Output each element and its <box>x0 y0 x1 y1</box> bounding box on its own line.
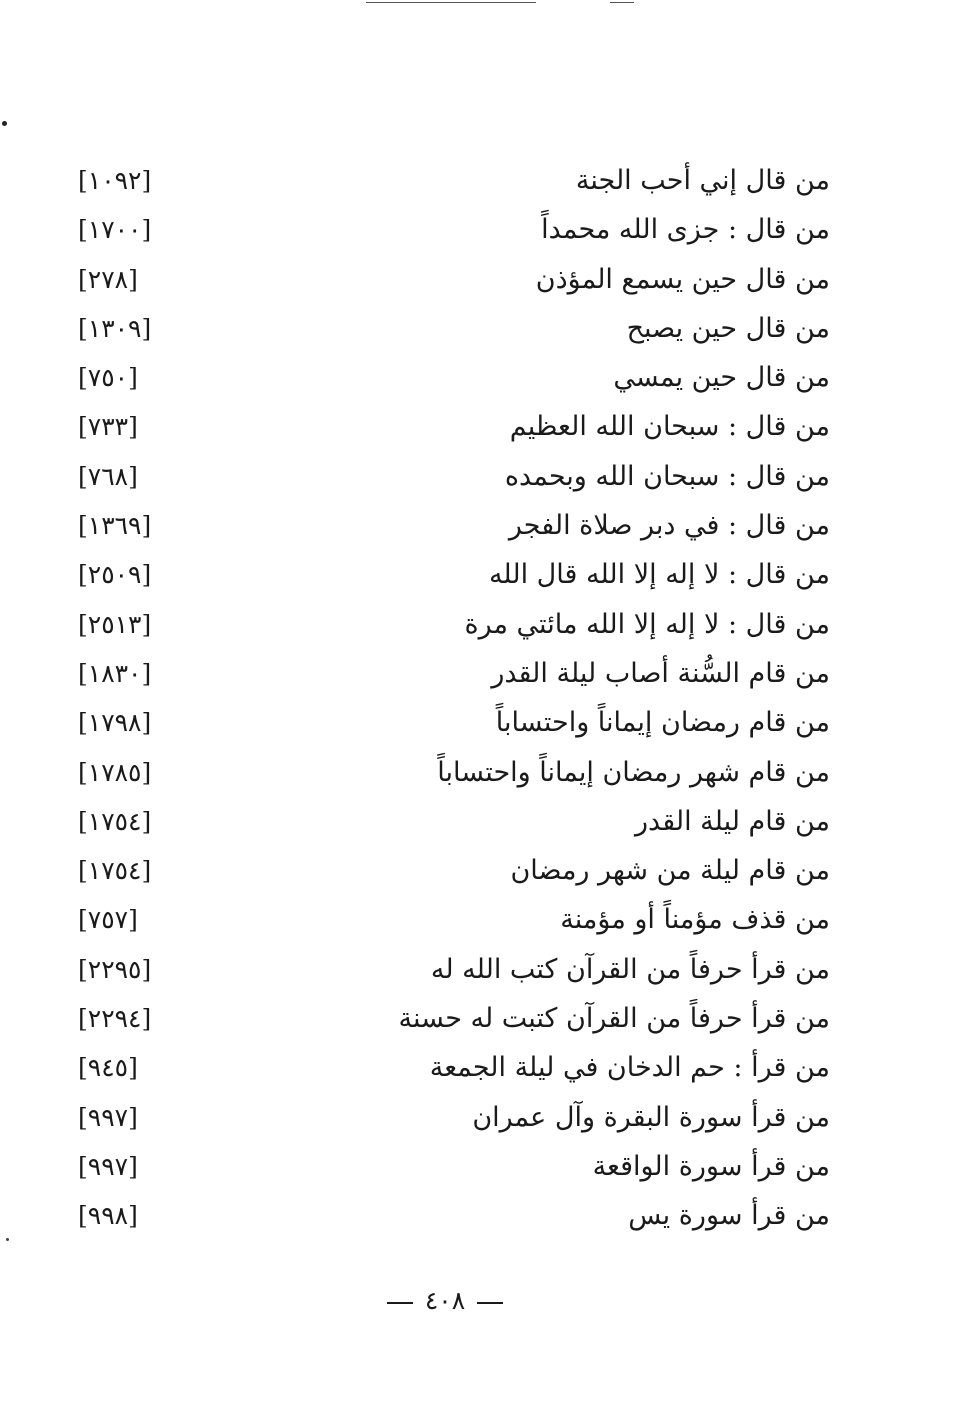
entry-ref: [٧٥٧] <box>78 905 138 935</box>
index-entry <box>60 895 830 944</box>
index-list <box>60 156 830 1241</box>
entry-ref: [١٣٦٩] <box>78 511 152 541</box>
entry-text: من قرأ : حم الدخان في ليلة الجمعة <box>429 1052 830 1084</box>
index-entry <box>60 797 830 846</box>
entry-text: من قال حين يسمع المؤذن <box>535 263 830 295</box>
index-entry <box>60 1093 830 1142</box>
entry-text: من قام ليلة من شهر رمضان <box>510 855 830 887</box>
entry-text: من قال : جزى الله محمداً <box>541 214 830 246</box>
entry-ref: [٩٩٨] <box>78 1201 138 1231</box>
page-number: ٤٠٨ <box>424 1286 466 1315</box>
entry-ref: [٩٩٧] <box>78 1151 138 1181</box>
entry-text: من قرأ حرفاً من القرآن كتب الله له <box>430 953 830 985</box>
entry-ref: [٧٣٣] <box>78 412 138 442</box>
entry-text: من قال : سبحان الله العظيم <box>509 411 830 443</box>
index-entry <box>60 304 830 353</box>
index-entry <box>60 205 830 254</box>
entry-text: من قرأ سورة يس <box>628 1200 830 1232</box>
entry-ref: [٢٧٨] <box>78 264 138 294</box>
entry-ref: [١٣٠٩] <box>78 313 152 343</box>
index-entry <box>60 501 830 550</box>
entry-text: من قام ليلة القدر <box>635 805 830 837</box>
index-entry <box>60 550 830 599</box>
entry-ref: [١٧٩٨] <box>78 708 152 738</box>
entry-ref: [٢٢٩٤] <box>78 1004 152 1034</box>
entry-text: من قذف مؤمناً أو مؤمنة <box>560 904 830 936</box>
index-entry <box>60 649 830 698</box>
entry-text: من قام رمضان إيماناً واحتساباً <box>495 707 830 739</box>
index-entry <box>60 1191 830 1240</box>
entry-ref: [١٧٠٠] <box>78 215 152 245</box>
entry-text: من قال : في دبر صلاة الفجر <box>508 510 830 542</box>
entry-text: من قال : سبحان الله وبحمده <box>504 460 830 492</box>
top-rule <box>366 2 536 3</box>
index-entry <box>60 846 830 895</box>
entry-ref: [٢٥١٣] <box>78 609 152 639</box>
entry-ref: [١٠٩٢] <box>78 166 152 195</box>
dash-right <box>387 1302 413 1304</box>
index-entry <box>60 1142 830 1191</box>
index-entry <box>60 402 830 451</box>
index-entry <box>60 945 830 994</box>
entry-text: من قال حين يصبح <box>626 312 830 344</box>
entry-text: من قام السُّنة أصاب ليلة القدر <box>491 657 830 689</box>
entry-ref: [٢٥٠٩] <box>78 560 152 590</box>
entry-text: من قرأ سورة البقرة وآل عمران <box>472 1101 830 1133</box>
entry-ref: [٩٩٧] <box>78 1102 138 1132</box>
entry-text: من قال إني أحب الجنة <box>575 165 830 196</box>
dash-left <box>477 1302 503 1304</box>
margin-dot <box>2 121 7 126</box>
entry-ref: [١٧٥٤] <box>78 856 152 886</box>
index-entry <box>60 452 830 501</box>
entry-ref: [١٨٣٠] <box>78 658 152 688</box>
top-rule-short <box>610 2 634 3</box>
margin-tick <box>6 1238 9 1241</box>
entry-ref: [٧٦٨] <box>78 461 138 491</box>
index-entry <box>60 1043 830 1092</box>
entry-ref: [٢٢٩٥] <box>78 954 152 984</box>
entry-text: من قرأ سورة الواقعة <box>592 1150 830 1182</box>
index-entry <box>60 748 830 797</box>
entry-text: من قال حين يمسي <box>613 362 830 394</box>
index-entry <box>60 353 830 402</box>
entry-text: من قال : لا إله إلا الله مائتي مرة <box>464 608 830 640</box>
entry-ref: [١٧٥٤] <box>78 806 152 836</box>
entry-text: من قرأ حرفاً من القرآن كتبت له حسنة <box>398 1003 830 1035</box>
index-entry <box>60 698 830 747</box>
index-entry <box>60 994 830 1043</box>
index-entry <box>60 255 830 304</box>
entry-ref: [١٧٨٥] <box>78 757 152 787</box>
index-entry <box>60 156 830 205</box>
entry-text: من قال : لا إله إلا الله قال الله <box>488 559 830 591</box>
entry-text: من قام شهر رمضان إيماناً واحتساباً <box>437 756 830 788</box>
page-number-footer <box>0 1286 890 1315</box>
entry-ref: [٧٥٠] <box>78 363 138 393</box>
entry-ref: [٩٤٥] <box>78 1053 138 1083</box>
index-entry <box>60 600 830 649</box>
